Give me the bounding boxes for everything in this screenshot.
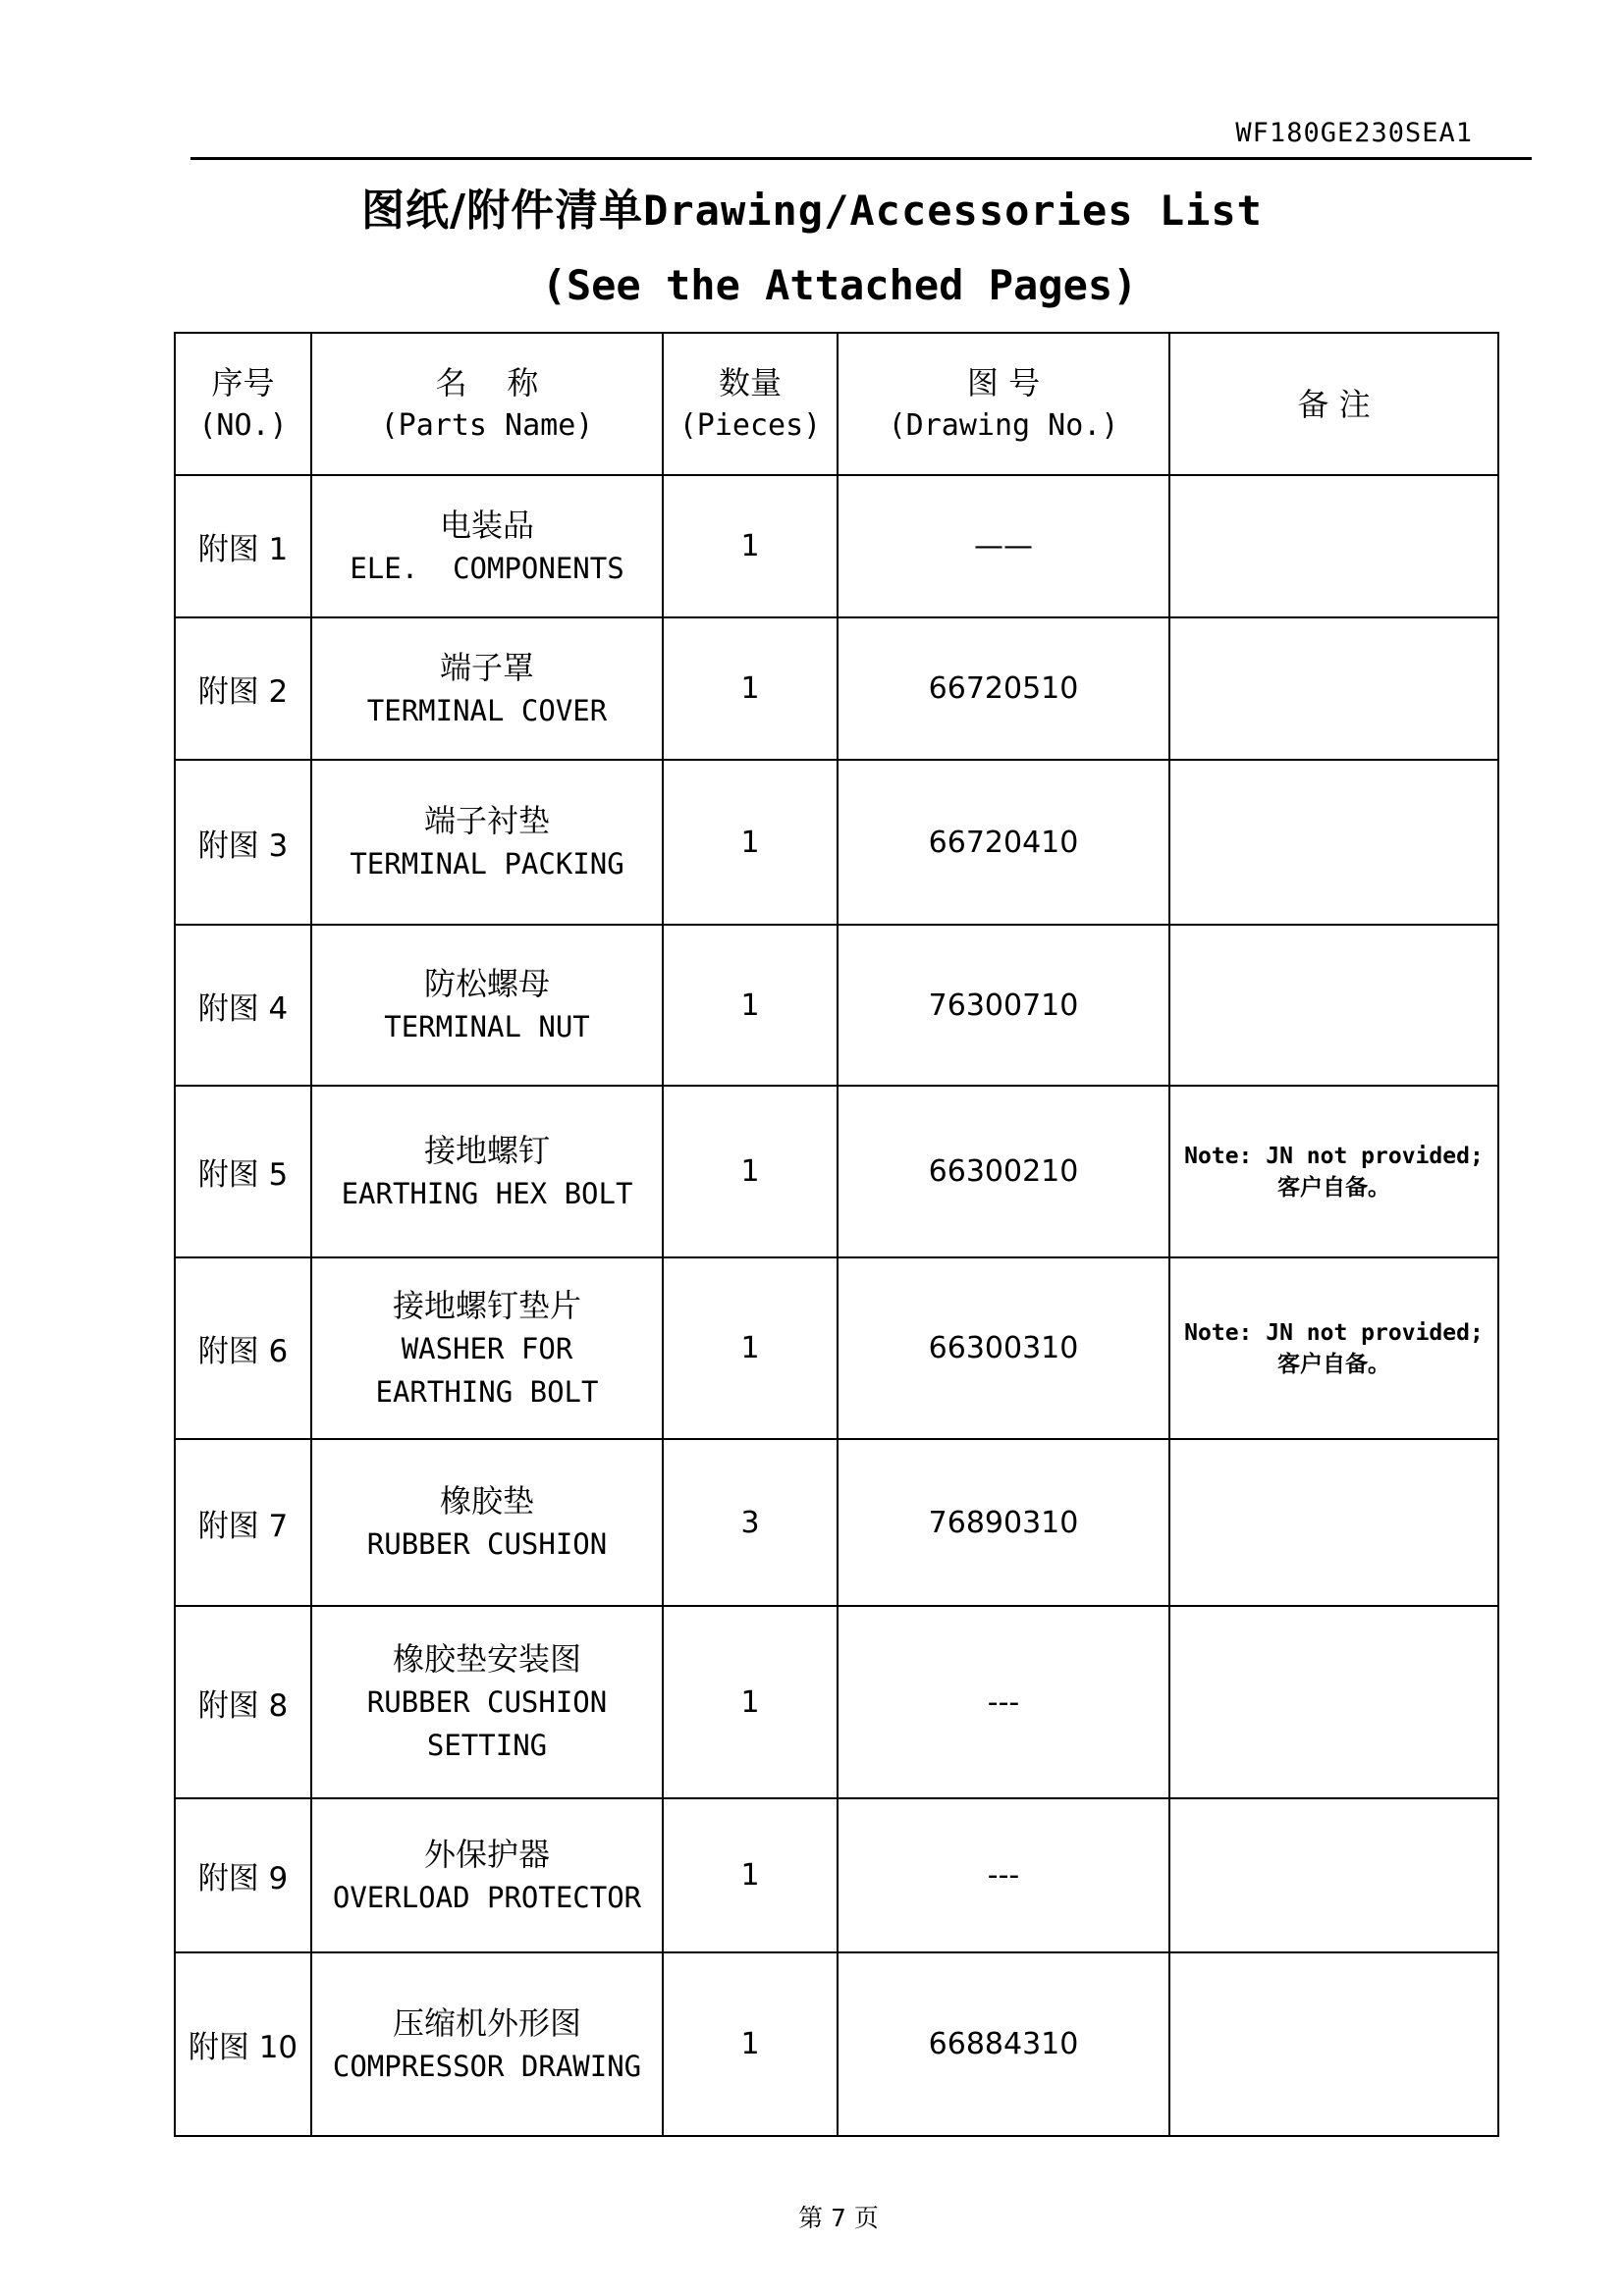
cell-remarks <box>1169 1257 1498 1439</box>
cell-drawing-no: 76300710 <box>838 925 1169 1086</box>
cell-no: 附图 10 <box>175 1952 311 2136</box>
part-name-cn: 橡胶垫安装图 <box>392 1640 581 1678</box>
document-code: WF180GE230SEA1 <box>1235 118 1473 148</box>
part-name-cn: 端子罩 <box>439 648 534 686</box>
cell-parts-name <box>311 1086 663 1257</box>
part-name-en: TERMINAL PACKING <box>350 847 624 881</box>
part-name-en: EARTHING HEX BOLT <box>341 1176 633 1210</box>
part-name-en: ELE. COMPONENTS <box>350 551 624 585</box>
title-cn: 图纸/附件清单 <box>361 186 644 236</box>
cell-drawing-no: 66884310 <box>838 1952 1169 2136</box>
cell-remarks <box>1169 760 1498 925</box>
part-name-cn: 橡胶垫 <box>439 1482 534 1520</box>
part-name-en: OVERLOAD PROTECTOR <box>332 1880 642 1914</box>
table-row <box>175 1606 1498 1798</box>
cell-drawing-no: 66300210 <box>838 1086 1169 1257</box>
cell-remarks <box>1169 1086 1498 1257</box>
cell-pieces: 1 <box>663 1086 838 1257</box>
cell-drawing-no: 66720510 <box>838 617 1169 760</box>
title-en: Drawing/Accessories List <box>643 187 1263 235</box>
cell-no: 附图 6 <box>175 1257 311 1439</box>
remark-cn: 客户自备。 <box>1277 1351 1390 1377</box>
page-title <box>0 175 1624 238</box>
cell-pieces: 1 <box>663 1952 838 2136</box>
cell-remarks <box>1169 617 1498 760</box>
part-name-en: COMPRESSOR DRAWING <box>332 2049 642 2083</box>
cell-no: 附图 9 <box>175 1798 311 1952</box>
page-number: 第 7 页 <box>798 2204 879 2232</box>
cell-no: 附图 4 <box>175 925 311 1086</box>
cell-remarks <box>1169 1798 1498 1952</box>
cell-parts-name <box>311 1257 663 1439</box>
cell-pieces: 1 <box>663 1606 838 1798</box>
page-subtitle: (See the Attached Pages) <box>541 261 1138 309</box>
cell-no: 附图 5 <box>175 1086 311 1257</box>
parts-table <box>174 332 1499 2137</box>
cell-pieces: 1 <box>663 925 838 1086</box>
table-row <box>175 617 1498 760</box>
part-name-en: WASHER FOR EARTHING BOLT <box>375 1331 599 1409</box>
cell-no: 附图 3 <box>175 760 311 925</box>
cell-pieces: 1 <box>663 760 838 925</box>
cell-parts-name <box>311 1798 663 1952</box>
cell-pieces: 1 <box>663 617 838 760</box>
cell-remarks <box>1169 1952 1498 2136</box>
cell-parts-name <box>311 760 663 925</box>
column-header-remarks: 备 注 <box>1169 333 1498 475</box>
cell-remarks <box>1169 925 1498 1086</box>
table-row <box>175 1439 1498 1606</box>
table-row <box>175 1257 1498 1439</box>
cell-parts-name <box>311 1952 663 2136</box>
column-header-pieces: 数量 (Pieces) <box>663 333 838 475</box>
table-row <box>175 475 1498 617</box>
cell-pieces: 3 <box>663 1439 838 1606</box>
cell-parts-name <box>311 475 663 617</box>
cell-pieces: 1 <box>663 1798 838 1952</box>
part-name-cn: 电装品 <box>439 506 534 544</box>
column-header-no: 序号 (NO.) <box>175 333 311 475</box>
part-name-en: RUBBER CUSHION <box>366 1527 608 1561</box>
cell-parts-name <box>311 1606 663 1798</box>
table-row <box>175 1952 1498 2136</box>
part-name-en: TERMINAL NUT <box>384 1010 590 1043</box>
column-header-name: 名 称 (Parts Name) <box>311 333 663 475</box>
part-name-en: TERMINAL COVER <box>366 693 608 727</box>
cell-drawing-no: —— <box>838 475 1169 617</box>
remark-cn: 客户自备。 <box>1277 1174 1390 1201</box>
cell-parts-name <box>311 925 663 1086</box>
cell-drawing-no: --- <box>838 1798 1169 1952</box>
cell-drawing-no: 76890310 <box>838 1439 1169 1606</box>
cell-drawing-no: 66720410 <box>838 760 1169 925</box>
table-row <box>175 1086 1498 1257</box>
cell-remarks <box>1169 1606 1498 1798</box>
table-row <box>175 760 1498 925</box>
remark-en: Note: JN not provided; <box>1184 1143 1484 1169</box>
table-row <box>175 1798 1498 1952</box>
cell-drawing-no: --- <box>838 1606 1169 1798</box>
part-name-cn: 接地螺钉 <box>423 1131 550 1169</box>
part-name-cn: 压缩机外形图 <box>392 2003 581 2042</box>
cell-remarks <box>1169 1439 1498 1606</box>
remark-en: Note: JN not provided; <box>1184 1319 1484 1346</box>
cell-no: 附图 8 <box>175 1606 311 1798</box>
part-name-cn: 外保护器 <box>423 1835 550 1873</box>
table-header-row <box>175 333 1498 475</box>
part-name-cn: 防松螺母 <box>423 965 550 1002</box>
part-name-en: RUBBER CUSHION SETTING <box>366 1685 624 1762</box>
column-header-drawing-no: 图 号 (Drawing No.) <box>838 333 1169 475</box>
cell-no: 附图 7 <box>175 1439 311 1606</box>
table-row <box>175 925 1498 1086</box>
cell-no: 附图 1 <box>175 475 311 617</box>
cell-parts-name <box>311 617 663 760</box>
cell-remarks <box>1169 475 1498 617</box>
cell-pieces: 1 <box>663 475 838 617</box>
part-name-cn: 端子衬垫 <box>423 802 550 839</box>
header-rule <box>190 157 1532 160</box>
cell-pieces: 1 <box>663 1257 838 1439</box>
cell-parts-name <box>311 1439 663 1606</box>
cell-drawing-no: 66300310 <box>838 1257 1169 1439</box>
cell-no: 附图 2 <box>175 617 311 760</box>
part-name-cn: 接地螺钉垫片 <box>392 1286 581 1324</box>
